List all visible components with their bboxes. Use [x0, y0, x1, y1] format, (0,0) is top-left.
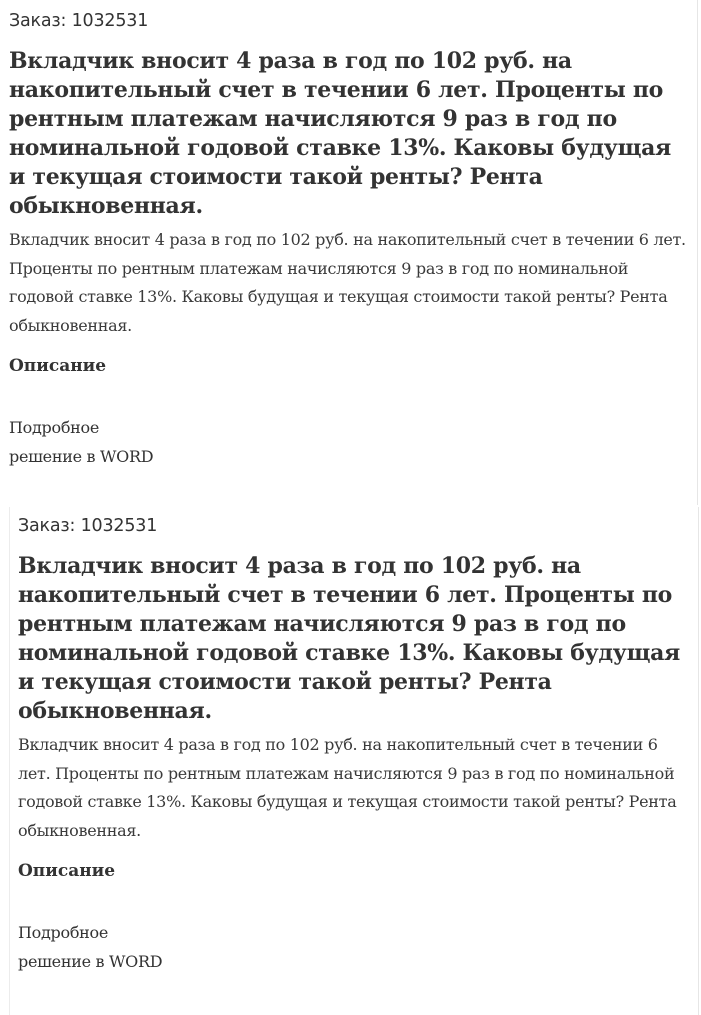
task-text: Вкладчик вносит 4 раза в год по 102 руб. на накопительный счет в течении 6 лет. Проценты по рентным платежам начисляются 9 раз в год по номинальной годовой ставке 13%. Каковы будущая и текущая стоимости такой ренты? Рента обыкновенная.: [18, 735, 677, 840]
description-heading: Описание: [18, 861, 116, 881]
solution-note: [18, 918, 690, 976]
task-title[interactable]: Вкладчик вносит 4 раза в год по 102 руб. на накопительный счет в течении 6 лет. Проценты по рентным платежам начисляются 9 раз в год по номинальной годовой ставке 13%. Каковы будущая и текущая стоимости такой ренты? Рента обыкновенная.: [9, 48, 671, 219]
order-number: Заказ: 1032531: [9, 11, 149, 31]
solution-note-line: решение в WORD: [9, 447, 154, 466]
solution-note-line: Подробное: [9, 418, 100, 437]
order-number: Заказ: 1032531: [18, 516, 158, 536]
solution-note: [9, 413, 691, 471]
order-card: [9, 9, 691, 471]
solution-note-line: Подробное: [18, 923, 109, 942]
solution-note-line: решение в WORD: [18, 952, 163, 971]
order-card: [18, 514, 690, 976]
task-text: Вкладчик вносит 4 раза в год по 102 руб. на накопительный счет в течении 6 лет. Проценты по рентным платежам начисляются 9 раз в год по номинальной годовой ставке 13%. Каковы будущая и текущая стоимости такой ренты? Рента обыкновенная.: [9, 230, 686, 335]
description-heading: Описание: [9, 356, 107, 376]
task-title[interactable]: Вкладчик вносит 4 раза в год по 102 руб. на накопительный счет в течении 6 лет. Проценты по рентным платежам начисляются 9 раз в год по номинальной годовой ставке 13%. Каковы будущая и текущая стоимости такой ренты? Рента обыкновенная.: [18, 553, 680, 724]
